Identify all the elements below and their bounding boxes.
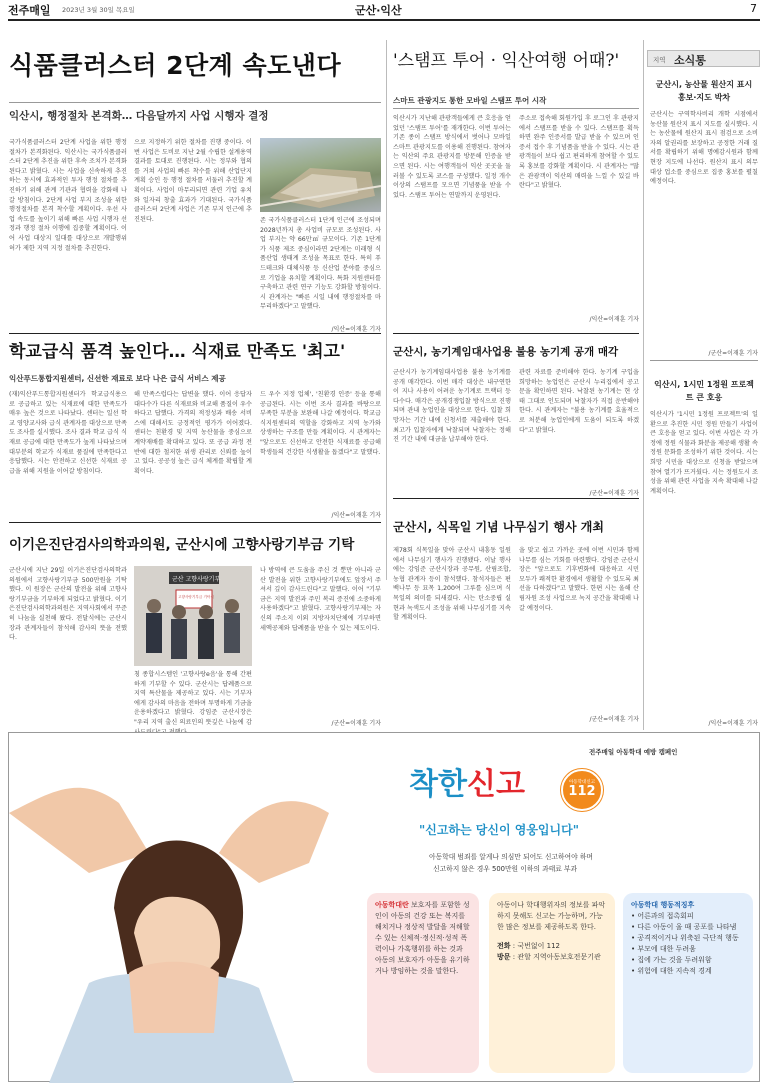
article6-col2: 을 맞고 쉽고 가까운 곳에 이번 시민과 함께 나무를 심는 기회를 마련했다. 강임준 군산시장은 "앞으로도 기후변화에 대응하고 시민 모두가 쾌적한 환경에서 생활할 수 있도록 최선을 다하겠다"고 말했다. 한편 시는 올해 산림자원 조성 사업으로 녹지 공간을 확대해 나갈 예정이다. (519, 547, 639, 612)
ad-slogan: "신고하는 당신이 영웅입니다" (419, 823, 579, 837)
masthead-rule (8, 19, 760, 21)
report-112-badge (561, 769, 603, 811)
article3-photo (134, 566, 252, 666)
box2-phone-label: 전화 (497, 942, 511, 950)
ad-box-signs (623, 893, 753, 1073)
article2-col1: (재)익산푸드통합지원센터가 학교급식용으로 공급하고 있는 식재료에 대한 만족도가 매우 높은 것으로 나타났다. 센터는 일선 학교 영양교사와 급식 관계자를 대상으로 만족도 조사를 실시했다. 조사 결과 학교 급식 식재료 공급에 대한 만족도가 높게 나타났으며 대부분의 학교가 식재료 품질에 만족한다고 응답했다. 시는 안전하고 신선한 식재료 공급을 위해 지원을 이어갈 방침이다. (9, 391, 127, 475)
ad-frame (8, 732, 760, 1082)
article4-headline: '스탬프 투어 · 익산여행 어때?' (393, 51, 620, 71)
article1-col3: 존 국가식품클러스터 1단계 인근에 조성되며 2028년까지 총 사업비 규모로 조성된다. 사업 부지는 약 66만㎡ 규모이다. 기존 1단계가 식품 제조 중심이라면 2단계는 미래형 식품산업 생태계 조성을 목표로 한다. 특히 푸드테크와 대체식품 등 신산업 분야를 중심으로 기업을 유치할 계획이다. 특화 지원센터를 구축하고 관련 연구 기능도 강화할 방침이다. 시 관계자는 "빠른 시일 내에 행정절차를 마무리하겠다"고 말했다. (260, 217, 381, 311)
sidebar-item1-byline: /군산=이재훈 기자 (708, 350, 758, 357)
article1-subhead: 익산시, 행정절차 본격화… 다음달까지 사업 시행자 결정 (9, 110, 269, 122)
ad-desc-line2: 신고하지 않은 경우 500만원 이하의 과태료 부과 (433, 865, 578, 873)
ad-desc-line1: 아동학대 범죄를 알게나 의심만 되어도 신고하여야 하며 (429, 853, 593, 861)
article3-col1: 군산시에 지난 29일 이기은진단검사의학과의원에서 고향사랑기부금 500만원을 기탁했다. 이 원장은 군산의 발전을 위해 고향사랑기부금을 기부하게 되었다고 밝혔다. 이기은진단검사의학과의원은 지역사회에서 꾸준히 나눔을 실천해 왔다. 전달식에는 군산시장과 관계자들이 참석해 감사의 뜻을 전했다. (9, 567, 127, 642)
box1-title: 아동학대란 (375, 901, 409, 909)
child-illustration (9, 733, 339, 1083)
box3-item: • 공격적이거나 위축된 극단적 행동 (631, 934, 739, 942)
sidebar-tag: 지역 (653, 56, 666, 64)
article5-col1: 군산시가 농기계임대사업용 불용 농기계를 공개 매각한다. 이번 매각 대상은 내구연한이 지나 사용이 어려운 농기계로 트랙터 등 다수다. 매각은 공개경쟁입찰 방식으로 진행되며 관내 농업인을 대상으로 한다. 입찰 희망자는 기간 내에 신청서를 제출해야 한다. 최고가 입찰자에게 낙찰되며 낙찰자는 정해진 기간 내에 대금을 납부해야 한다. (393, 369, 511, 444)
article3-top-rule (9, 522, 381, 523)
article4-col2: 주소로 접속해 회원가입 후 로그인 후 관광지에서 스탬프를 받을 수 있다. 스탬프를 획득하면 완주 인증서를 발급 받을 수 있으며 인증서 접수 후 기념품을 받을 수 있다. 시는 관광객들이 보다 쉽고 편리하게 참여할 수 있도록 홍보를 강화할 계획이다. 시 관계자는 "많은 관광객이 익산의 매력을 느낄 수 있길 바란다"고 밝혔다. (519, 115, 639, 190)
article3-col3: 칭 종합시스템인 '고향사랑e음'을 통해 간편하게 기부할 수 있다. 군산시는 답례품으로 지역 특산물을 제공하고 있다. 시는 기부자에게 감사의 마음을 전하며 투명하게 기금을 운용하겠다고 밝혔다. 강임준 군산시장은 "우리 지역 출신 의료인의 뜻깊은 나눔에 감 (134, 671, 252, 726)
article2-col2: 해 만족스럽다는 답변을 했다. 이어 응답자 대다수가 다른 식재료와 비교해 품질이 우수하다고 답했다. 가격의 적정성과 배송 서비스에 대해서도 긍정적인 평가가 이어졌다. 센터는 친환경 및 지역 농산물을 중심으로 계약재배를 확대하고 있다. 또 공급 과정 전반에 대한 철저한 위생 관리로 신뢰를 높이고 있다. 공공성 높은 급식 체계를 확립할 계획이다. (134, 391, 252, 475)
box3-title: 아동학대 행동적징후 (631, 901, 695, 909)
box3-item: • 어른과의 접촉회피 (631, 912, 694, 920)
photo-sign-text: 고향사랑기부금 기탁식 (178, 595, 214, 599)
box3-item: • 집에 가는 것을 두려워함 (631, 956, 712, 964)
ad-title-part1: 착한 (409, 767, 467, 802)
article6-byline: /군산=이재훈 기자 (589, 716, 639, 723)
sidebar-header (647, 50, 760, 67)
box2-phone-line: 전화 : 국번없이 112 (497, 942, 560, 950)
article1-headline: 식품클러스터 2단계 속도낸다 (9, 51, 342, 80)
article3-headline: 이기은진단검사의학과의원, 군산시에 고향사랑기부금 기탁 (9, 537, 355, 553)
article5-top-rule (393, 333, 639, 334)
paper-name: 전주매일 (8, 4, 51, 17)
ad-box-report (489, 893, 615, 1073)
sidebar-divider (643, 40, 644, 730)
ad-top-label: 전주매일 아동학대 예방 캠페인 (589, 748, 678, 756)
article1-col1: 국가식품클러스터 2단계 사업을 위한 행정절차가 본격화된다. 익산시는 국가식품클러스터 2단계 추진을 위한 후속 조치가 본격화된다고 밝혔다. 시는 사업을 신속하게 추진하는 동시에 효과적인 투자 행정 절차를 추진하기 위해 관계 기관과 협력을 강화해 나갈 방침이다. 2단계 사업 부지 조성을 위한 행정절차를 본격 착수할 계획이다. 우선 사업 속도를 높이기 위해 빠른 사업 시행자 선정과 행정 절차 이행에 집중할 계획이다. 이어 사업 대상지 일대를 대상으로 개발행위 허가 제한 지역 지정 절차를 추진한다. (9, 139, 127, 252)
box3-item: • 부모에 대한 두려움 (631, 945, 696, 953)
article4-sub-rule (393, 108, 639, 109)
sidebar-item2-body: 익산시가 '1시민 1정원 프로젝트'의 일환으로 추진한 시민 정원 만들기 사업이 큰 호응을 얻고 있다. 이번 사업은 각 가정에 정원 식물과 화분을 제공해 생활 속 정원 문화를 조성하기 위한 것이다. 시는 희망 시민을 대상으로 신청을 받았으며 참여 열기가 뜨거웠다. 시는 정원도시 조성을 위해 관련 사업을 지속 확대해 나갈 계획이다. (650, 411, 758, 495)
box1-body: 보호자를 포함한 성인이 아동의 건강 또는 복지를 해치거나 정상적 발달을 저해할 수 있는 신체적·정신적·성적 폭력이나 가혹행위를 하는 것과 아동의 보호자가 아동을 유기하거나 방임하는 것을 말한다. (375, 901, 470, 975)
box3-item: • 위험에 대한 지속적 경계 (631, 967, 712, 975)
section-name: 군산·익산 (355, 4, 402, 17)
box2-body: 아동이나 학대행위자의 정보를 파악하지 못해도 신고는 가능하며, 가능한 많은 정보를 제공하도록 한다. (497, 901, 606, 931)
article2-byline: /익산=이재훈 기자 (331, 512, 381, 519)
sidebar-rule (650, 360, 758, 361)
article4-col1: 익산시가 지난해 관광객들에게 큰 호응을 얻었던 '스탬프 투어'를 재개한다. 이번 투어는 기존 종이 스탬프 방식에서 벗어나 모바일 스마트 관광지도를 이용해 진행된다. 참여자는 익산의 주요 관광지를 방문해 인증을 받으면 된다. 시는 여행객들이 익산 곳곳을 둘러볼 수 있도록 코스를 구성했다. 일정 개수 이상의 스탬프를 모으면 기념품을 받을 수 있다. 스탬프 투어는 연말까지 운영된다. (393, 115, 511, 199)
article3-col2: 나 방역에 큰 도움을 주신 것 뿐만 아니라 군산 발전을 위한 고향사랑기부에도 앞장서 주셔서 깊이 감사드린다"고 말했다. 이어 "기부금은 지역 발전과 주민 복리 증진에 소중하게 사용하겠다"고 밝혔다. 고향사랑기부제는 자신의 주소지 이외 지방자치단체에 기부하면 세액공제와 답례품을 받을 수 있는 제도이다. (260, 567, 381, 632)
article2-col3: 드 우수 지정 업체', '친환경 인증' 등을 통해 공급된다. 시는 이번 조사 결과를 바탕으로 부족한 부분을 보완해 나갈 예정이다. 학교급식지원센터의 역할을 강화하고 지역 농가와 상생하는 구조를 만들 계획이다. 시 관계자는 "앞으로도 신선하고 안전한 식재료를 공급해 학생들의 건강한 식생활을 돕겠다"고 말했다. (260, 391, 381, 456)
box3-item: • 다른 아동이 울 때 공포를 나타냄 (631, 923, 737, 931)
article5-headline: 군산시, 농기계임대사업용 불용 농기계 공개 매각 (393, 346, 619, 358)
box2-phone: 국번없이 112 (517, 942, 560, 950)
sidebar-item1-body: 군산시는 구역학사비리 개학 시점에서 농산물 원산지 표시 지도를 실시했다. 시는 농산물에 원산지 표시 점검으로 소비자의 알권리를 보장하고 공정한 거래 질서를 확립하기 위해 명예감시원과 함께 현장 지도에 나선다. 원산지 표시 의무 대상 업소를 중심으로 집중 홍보를 펼칠 예정이다. (650, 111, 758, 186)
article5-col2: 관련 자료를 준비해야 한다. 농기계 구입을 희망하는 농업인은 군산시 누리집에서 공고문을 확인하면 된다. 낙찰된 농기계는 현 상태 그대로 인도되며 낙찰자가 직접 운반해야 한다. 시 관계자는 "불용 농기계를 효율적으로 처분해 농업인에게 도움이 되도록 하겠다"고 밝혔다. (519, 369, 639, 434)
column-divider (386, 40, 387, 580)
article2-subhead: 익산푸드통합지원센터, 신선한 재료로 보다 나은 급식 서비스 제공 (9, 374, 226, 383)
badge-number: 112 (568, 784, 596, 799)
article6-col1: 제78회 식목일을 맞아 군산시 내흥동 일원에서 나무심기 행사가 진행됐다. 이날 행사에는 강임준 군산시장과 공무원, 산림조합, 농협 관계자 등이 참석했다. 참석자들은 편백나무 등 묘목 1,200여 그루를 심으며 식목일의 의미를 되새겼다. 시는 탄소중립 실현과 녹색도시 조성을 위해 나무심기를 지속할 계획이다. (393, 547, 511, 622)
article6-top-rule (393, 498, 639, 499)
article1-byline: /익산=이재훈 기자 (331, 326, 381, 333)
box2-visit: 관할 지역아동보호전문기관 (517, 953, 601, 961)
article1-subhead-rule (9, 102, 381, 103)
box2-visit-line: 방문 : 관할 지역아동보호전문기관 (497, 953, 601, 961)
article4-byline: /익산=이재훈 기자 (589, 316, 639, 323)
article1-col2: 으로 지정하기 위한 절차를 진행 중이다. 이번 사업은 도비로 지난 2월 수립한 설계용역 결과를 토대로 진행된다. 시는 정부와 협의를 거쳐 사업의 빠른 착수를 위해 산업단지 계획 승인 등 행정 절차를 서둘러 추진할 계획이다. 사업이 마무리되면 관련 기업 유치와 일자리 창출 효과가 기대된다. 국가식품클러스터 2단계 사업은 기존 부지 인근에 추진된다. (134, 139, 252, 223)
article2-headline: 학교급식 품격 높인다… 식재료 만족도 '최고' (9, 342, 346, 362)
page-number: 7 (750, 2, 757, 15)
article6-headline: 군산시, 식목일 기념 나무심기 행사 개최 (393, 520, 604, 534)
ad-title-part2: 신고 (466, 767, 525, 802)
badge-label: 아동학대신고 (568, 780, 596, 785)
article5-byline: /군산=이재훈 기자 (589, 490, 639, 497)
sidebar-item2-title: 익산시, 1시민 1정원 프로젝트 큰 호응 (654, 380, 754, 402)
masthead (0, 0, 768, 20)
article2-top-rule (9, 333, 381, 334)
ad-box-definition (367, 893, 479, 1073)
sidebar-item2-byline: /익산=이재훈 기자 (708, 720, 758, 727)
sidebar-title: 소식통 (674, 54, 706, 67)
article1-photo (260, 138, 381, 212)
box2-visit-label: 방문 (497, 953, 511, 961)
aerial-site-image (260, 138, 381, 212)
issue-date: 2023년 3월 30일 목요일 (62, 6, 135, 14)
ad-title (409, 767, 525, 803)
sidebar-item1-title: 군산시, 농산물 원산지 표시 홍보·지도 박차 (655, 80, 753, 102)
article3-byline: /군산=이재훈 기자 (331, 720, 381, 727)
article4-subhead: 스마트 관광지도 통한 모바일 스탬프 투어 시작 (393, 96, 547, 105)
photo-banner-text: 군산 고향사랑기부 (172, 576, 221, 583)
